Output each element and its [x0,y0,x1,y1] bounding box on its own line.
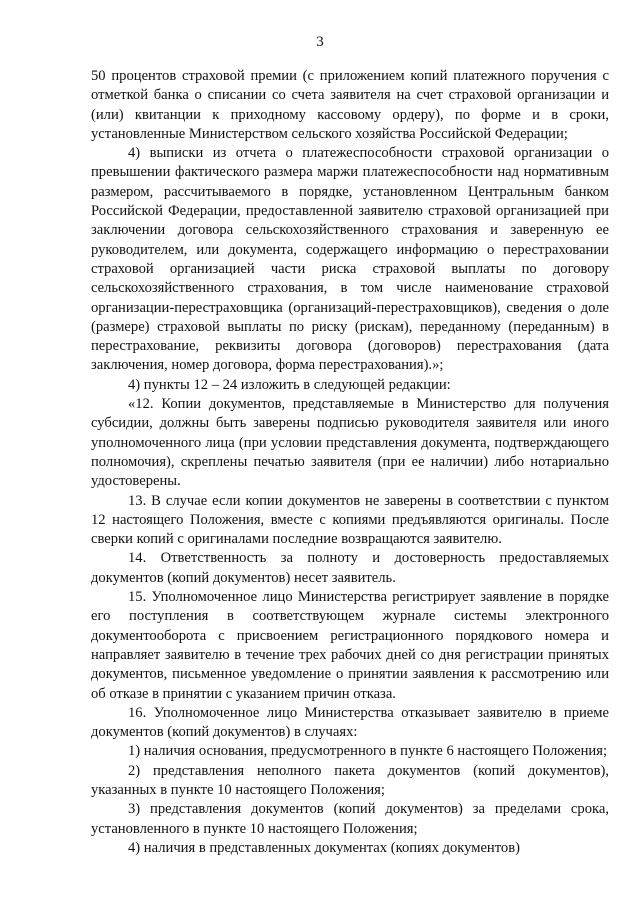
paragraph-clause-14: 14. Ответственность за полноту и достоверность предоставляемых документов (копий документов) несет заявитель. [91,550,609,586]
paragraph-clause-16-item-2: 2) представления неполного пакета документов (копий документов), указанных в пункте 10 настоящего Положения; [91,762,609,798]
paragraph-clause-12: «12. Копии документов, представляемые в Министерство для получения субсидии, должны быть заверены подписью руководителя заявителя или иного уполномоченного лица (при условии представления документа, подтверждающего полномочия), скреплены печатью заявителя (при ее наличии) либо нотариально удостоверены. [91,396,609,490]
paragraph-continuation: 50 процентов страховой премии (с приложением копий платежного поручения с отметкой банка о списании со счета заявителя на счет страховой организации и (или) квитанции к приходному кассовому ордеру), по форме и в сроки, установленные Министерством сельского хозяйства Российской Федерации; [91,68,609,142]
paragraph-clause-16-item-1: 1) наличия основания, предусмотренного в пункте 6 настоящего Положения; [128,743,607,760]
paragraph-amendment-4: 4) пункты 12 – 24 изложить в следующей редакции: [128,376,451,393]
paragraph-clause-16-item-4: 4) наличия в представленных документах (копиях документов) [128,839,520,856]
paragraph-clause-16-item-3: 3) представления документов (копий документов) за пределами срока, установленного в пункте 10 настоящего Положения; [91,801,609,837]
page-number: 3 [316,34,324,50]
paragraph-clause-15: 15. Уполномоченное лицо Министерства регистрирует заявление в порядке его поступления в соответствующем журнале системы электронного документооборота с присвоением регистрационного порядкового номера и направляет заявителю в течение трех рабочих дней со дня регистрации принятых документов, письменное уведомление о принятии заявления к рассмотрению или об отказе в принятии с указанием причин отказа. [91,589,609,702]
paragraph-clause-16: 16. Уполномоченное лицо Министерства отказывает заявителю в приеме документов (копий документов) в случаях: [91,704,609,741]
paragraph-item-4-solvency-extract: 4) выписки из отчета о платежеспособности страховой организации о превышении фактического размера маржи платежеспособности над нормативным размером, рассчитываемого в порядке, установленном Центральным банком Российской Федерации, предоставленной заявителю страховой организацией при заключении договора сельскохозяйственного страхования и заверенную ее руководителем, или документа, содержащего информацию о перестраховании страховой организацией части риска страховой выплаты по договору сельскохозяйственного страхования, в том числе наименование страховой организации-перестраховщика (организаций-перестраховщиков), сведения о доле (размере) страховой выплаты по риску (рискам), переданному (переданным) в перестрахование, реквизиты договора (договоров) перестрахования (дата заключения, номер договора, форма перестрахования).»; [91,145,609,374]
paragraph-clause-13: 13. В случае если копии документов не заверены в соответствии с пунктом 12 настоящего Положения, вместе с копиями предъявляются оригиналы. После сверки копий с оригиналами последние возвращаются заявителю. [91,492,609,548]
document-body [91,67,609,858]
